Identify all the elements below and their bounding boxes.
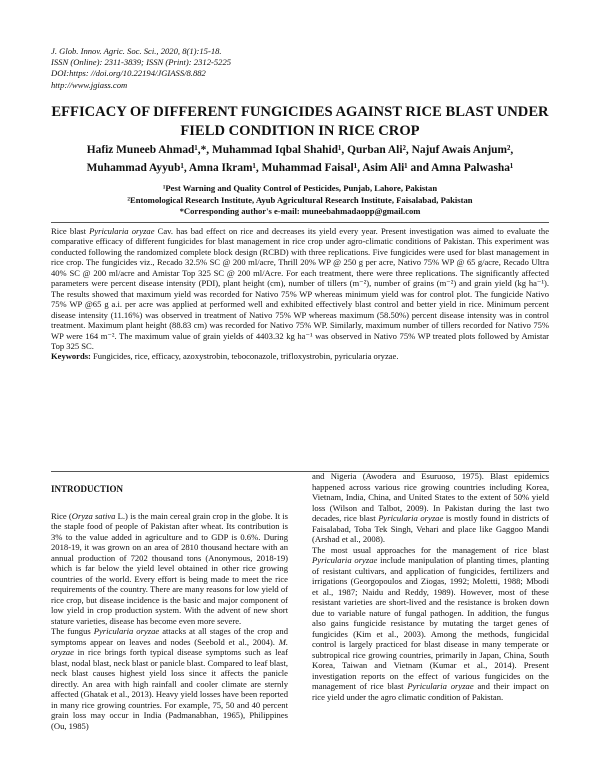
intro-p4-text-c: and their impact on rice yield under the agro climatic condition of Pakistan. [312, 681, 549, 702]
abstract [51, 226, 549, 362]
section-heading-introduction: INTRODUCTION [51, 484, 124, 494]
intro-paragraph-2 [51, 626, 288, 731]
abstract-species: Pyricularia oryzae [89, 226, 155, 236]
author-line-2: Muhammad Ayyub¹, Amna Ikram¹, Muhammad Faisal¹, Asim Ali¹ and Amna Palwasha¹ [86, 162, 514, 174]
journal-doi[interactable]: DOI:https: //doi.org/10.22194/JGIASS/8.882 [51, 68, 206, 79]
left-column [51, 484, 288, 731]
intro-p2-species: Pyricularia oryzae [93, 626, 160, 636]
abstract-top-rule [51, 222, 549, 223]
intro-p1-text-b: L.) is the main cereal grain crop in the globe. It is the staple food of people of Pakistan after wheat. Its contribution is 3% to the value added in agriculture and to GDP is 0.6%. During 2018-19, it was grown on an area of 2810 thousand hectare with an annual production of 7202 thousand tons (Anonymous, 2018-19) which is far below the yield level obtained in other rice growing countries of the world. Every effort is being made to meet the rice requirements of the country. There are many reasons for low yield of rice crop, but disease incidence is the basic and major component of low yield in crop production system. With the advent of new short stature varieties, disease has become even more severe. [51, 510, 288, 626]
keywords: Fungicides, rice, efficacy, azoxystrobin, teboconazole, trifloxystrobin, pyricularia oryzae. [90, 351, 399, 362]
abstract-text-2: Cav. has bad effect on rice and decreases its yield every year. Present investigation was aimed to evaluate the comparative efficacy of different fungicides for blast management in rice crop under agro-climatic conditions of Pakistan. This experiment was conducted following the randomized complete block design (RCBD) with three replications. Five fungicides were used for blast management in rice crop. The fungicides viz., Recado 32.5% SC @ 200 ml/acre, Thrill 20% WP @ 250 g per acre, Nativo 75% WP @ 65 g/acre, Recado Ultra 40% SC @ 200 ml/acre and Amistar Top 325 SC @ 200 ml/Acre. For each treatment, there were three replications. The significantly affected parameters were percent disease intensity (PDI), plant height (cm), number of tillers (m⁻²), number of grains (m⁻²) and grain yield (kg ha⁻¹). The results showed that maximum yield was recorded for Nativo 75% WP whereas minimum yield was for control plot. The fungicide Nativo 75% WP @65 g a.i. per acre was applied at performed well and exhibited effectively blast control and better yield in rice. Minimum percent disease intensity (11.16%) was observed in treatment of Nativo 75% WP whereas maximum (58.50%) percent disease intensity was in control treatment. Maximum plant height (88.83 cm) was recorded for Nativo 75% WP. Similarly, maximum number of tillers recorded for Nativo 75% WP were 164 m⁻². The maximum value of grain yields of 4403.32 kg ha⁻¹ was observed in Nativo 75% WP treated plots followed by Amistar Top 325 SC. [51, 226, 549, 351]
intro-p4-text-b: include manipulation of planting times, planting of resistant cultivars, and application of fungicides, fertilizers and irrigations (Georgopoulos and Ziogas, 1992; Moletti, 1988; Mbodi et al., 1987; Naidu and Reddy, 1989). However, most of these resistant varieties are short-lived and the resistance is broken down due to variable nature of fungal pathogen. In addition, the fungus also gains fungicide resistance by mutating the target genes of fungicides (Kim et al., 2003). Among the methods, fungicidal control is largely practiced for blast disease in many temperate or subtropical rice growing countries, primarily in Japan, China, South Korea, Taiwan and Vietnam (Kumar et al., 2014). Present investigation reports on the effect of various fungicides on the management of rice blast [312, 555, 549, 691]
intro-p3-text-a: and Nigeria (Awodera and Esuruoso, 1975). Blast epidemics happened across various rice growing countries including Korea, Vietnam, India, China, and United States to the extent of 50% yield loss (Wilson and Talbot, 2009). In Pakistan during the last two decades, rice blast [312, 471, 549, 523]
intro-p2-species-2: M. oryzae [51, 636, 288, 657]
intro-p1-text-a: Rice ( [51, 510, 72, 521]
journal-url[interactable]: http://www.jgiass.com [51, 79, 128, 90]
affiliation-2: ²Entomological Research Institute, Ayub Agricultural Research Institute, Faisalabad, Pakistan [127, 194, 473, 205]
intro-p4-text-a: The most usual approaches for the management of rice blast [312, 544, 549, 555]
intro-p4-species-2: Pyricularia oryzae [407, 681, 474, 691]
intro-p2-text-a: The fungus [51, 626, 94, 636]
journal-issn: ISSN (Online): 2311-3839; ISSN (Print): 2312-5225 [51, 57, 232, 68]
author-line-1: Hafiz Muneeb Ahmad¹,*, Muhammad Iqbal Shahid¹, Qurban Ali², Najuf Awais Anjum², [86, 144, 514, 156]
paper-title: EFFICACY OF DIFFERENT FUNGICIDES AGAINST RICE BLAST UNDER FIELD CONDITION IN RICE CROP [51, 104, 549, 139]
intro-p1-species: Oryza sativa [71, 510, 116, 521]
intro-p2-text-b: attacks at all stages of the crop and symptoms appear on leaves and nodes (Seebold et al., 2004). [51, 626, 288, 647]
journal-citation: J. Glob. Innov. Agric. Soc. Sci., 2020, 8(1):15-18. [51, 46, 222, 56]
intro-p2-text-c: in rice brings forth typical disease symptoms such as leaf blast, nodal blast, neck blast or panicle blast. Compared to leaf blast, neck blast causes highest yield loss since it affects the panicle directly. An area with high rainfall and cooler climate are sternly affected (Ghatak et al., 2013). Heavy yield losses have been reported in many rice growing countries. For example, 75, 50 and 40 percent grain loss may occur in India (Padmanabhan, 1965), Philippines (Ou, 1985) [51, 647, 288, 731]
intro-paragraph-4 [312, 545, 549, 703]
intro-paragraph-3 [312, 471, 549, 545]
intro-p4-species: Pyricularia oryzae [312, 555, 378, 565]
intro-p3-species: Pyricularia oryzae [378, 513, 444, 523]
author-list [40, 141, 560, 177]
affiliations [40, 183, 560, 218]
corresponding-author[interactable]: *Corresponding author's e-mail: muneebahmadaopp@gmail.com [179, 206, 421, 217]
keywords-label: Keywords: [51, 351, 91, 362]
affiliation-1: ¹Pest Warning and Quality Control of Pesticides, Punjab, Lahore, Pakistan [162, 183, 438, 193]
right-column [312, 471, 549, 702]
journal-header [51, 46, 311, 91]
abstract-text-1: Rice blast [51, 226, 90, 236]
intro-p3-text-b: is mostly found in districts of Faisalabad, Toba Tek Singh, Vehari and place like Gaggoo Mandi (Arshad et al., 2008). [312, 513, 549, 544]
intro-paragraph-1 [51, 511, 288, 627]
